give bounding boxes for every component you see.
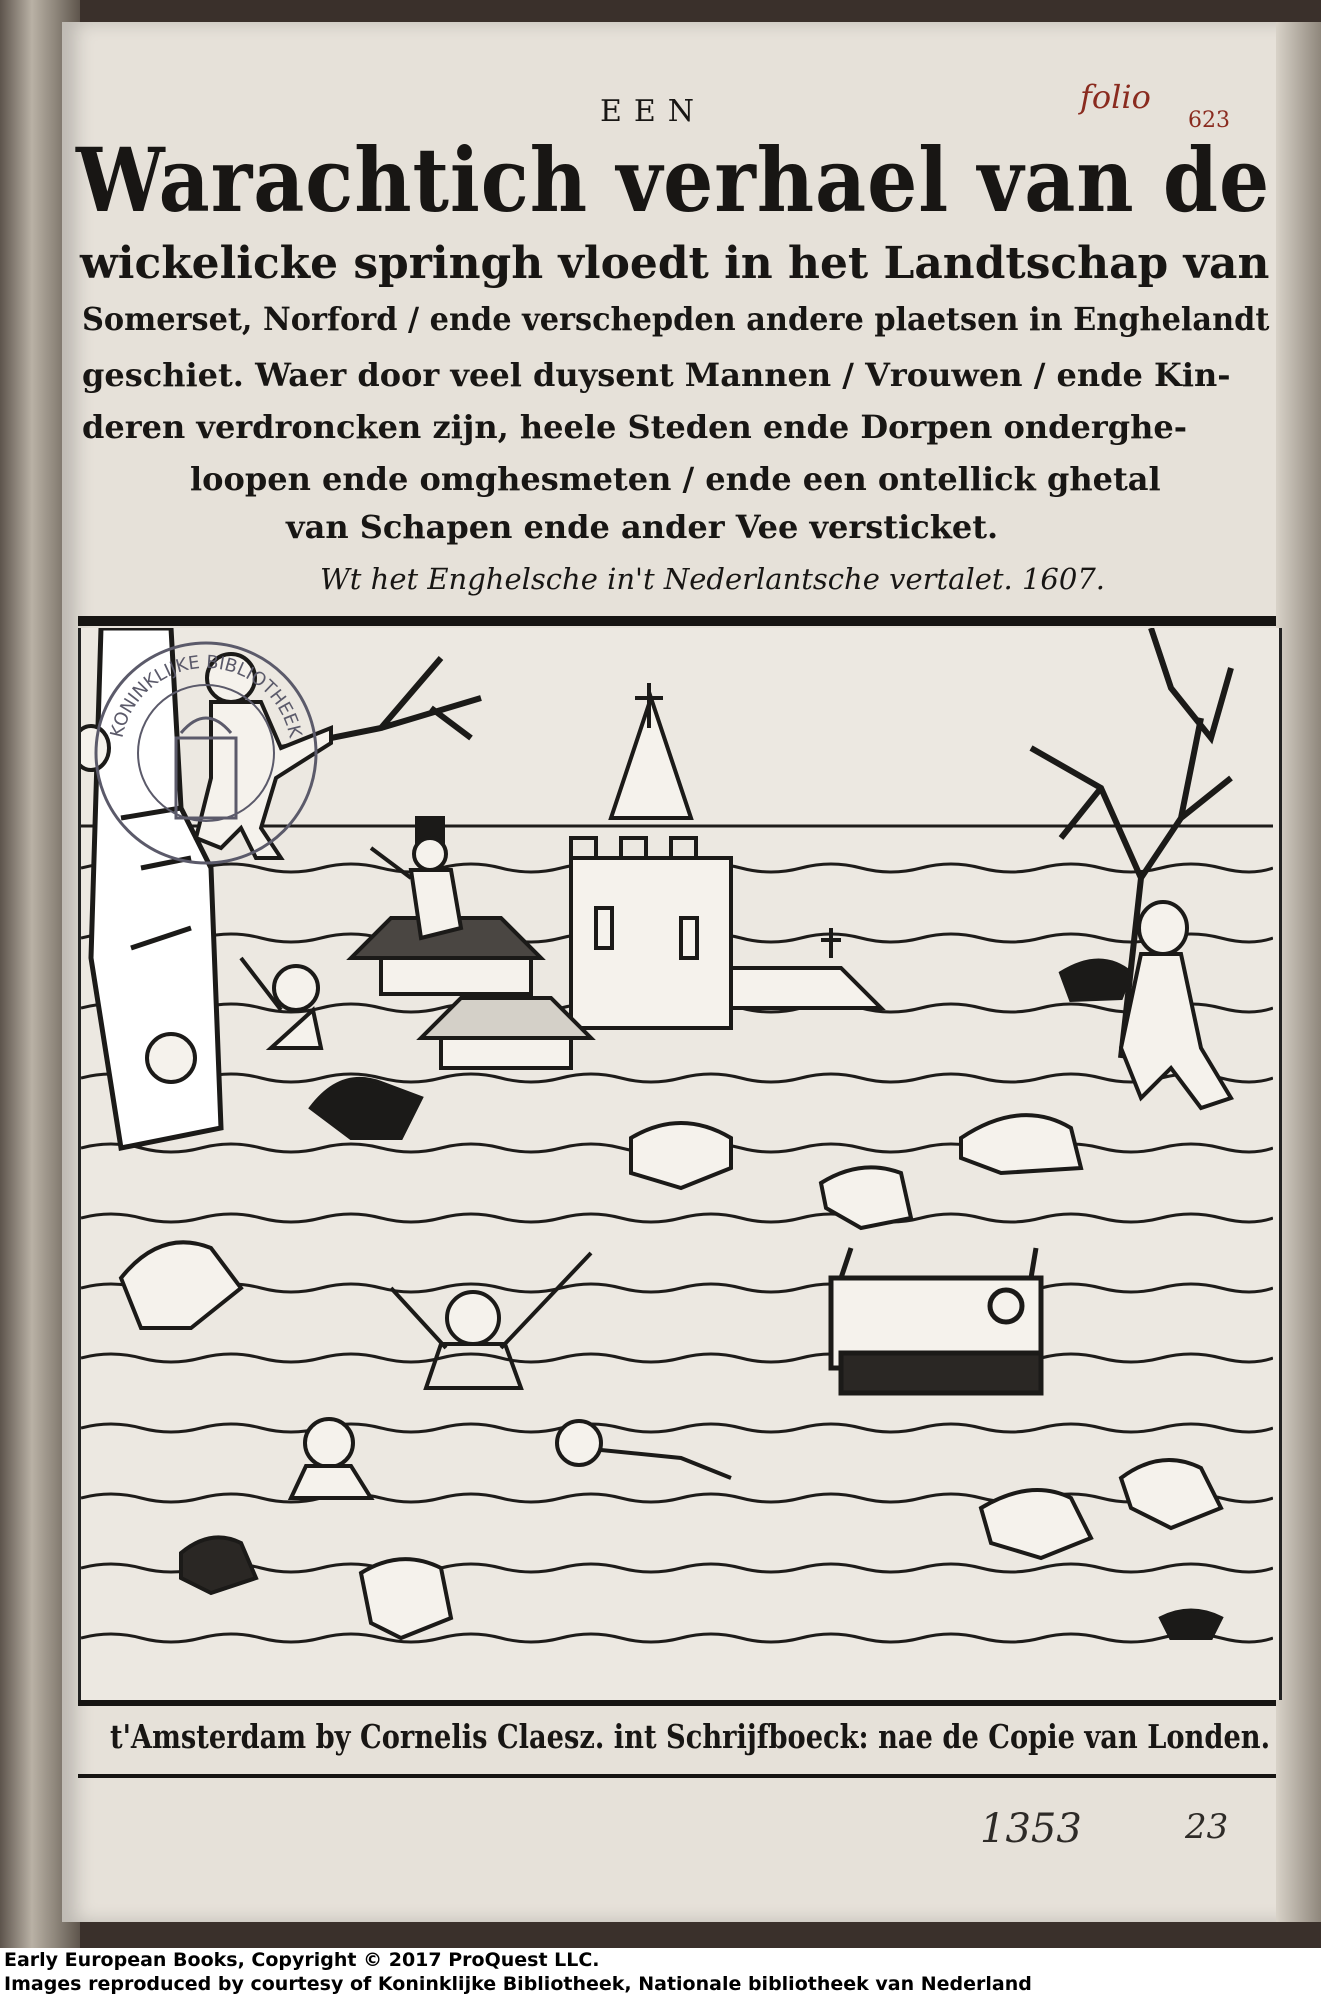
folio-annotation: folio bbox=[1080, 78, 1151, 116]
flood-animals bbox=[121, 961, 1221, 1639]
floating-cradle bbox=[831, 1248, 1041, 1393]
shelf-number-annotation: 1353 bbox=[980, 1806, 1082, 1852]
translation-note: Wt het Enghelsche in't Nederlantsche vertalet. 1607. bbox=[320, 562, 1105, 596]
title-line-2: wickelicke springh vloedt in het Landtschap van bbox=[80, 238, 1270, 289]
title-line-7: van Schapen ende ander Vee versticket. bbox=[286, 508, 999, 546]
copyright-line: Early European Books, Copyright © 2017 ProQuest LLC. bbox=[4, 1949, 600, 1971]
title-line-5: deren verdroncken zijn, heele Steden ende Dorpen onderghe- bbox=[82, 408, 1187, 446]
church bbox=[571, 683, 881, 1028]
folio-number-annotation: 623 bbox=[1188, 108, 1230, 133]
title-line-3: Somerset, Norford / ende verschepden andere plaetsen in Enghelandt bbox=[82, 300, 1270, 338]
title-line-4: geschiet. Waer door veel duysent Mannen / Vrouwen / ende Kin- bbox=[82, 356, 1231, 394]
title-line-1: Warachtich verhael van de bbox=[76, 128, 1271, 232]
bottom-rule-upper bbox=[78, 1700, 1276, 1706]
een-heading: EEN bbox=[600, 94, 707, 129]
bottom-rule-lower bbox=[78, 1774, 1276, 1778]
leaf-right-edge bbox=[1276, 22, 1321, 1922]
copyright-footer bbox=[0, 1948, 1321, 2000]
page-number-annotation: 23 bbox=[1185, 1807, 1229, 1847]
flood-woodcut-illustration bbox=[78, 628, 1282, 1700]
title-line-6: loopen ende omghesmeten / ende een ontellick ghetal bbox=[190, 460, 1161, 498]
stamp-text: KONINKLIJKE BIBLIOTHEEK bbox=[106, 651, 306, 740]
imprint-line: t'Amsterdam by Cornelis Claesz. int Schrijfboeck: nae de Copie van Londen. bbox=[110, 1717, 1271, 1756]
courtesy-line: Images reproduced by courtesy of Koninklijke Bibliotheek, Nationale bibliotheek van Nederland bbox=[4, 1973, 1032, 1995]
library-stamp bbox=[81, 628, 331, 878]
top-rule bbox=[78, 616, 1276, 626]
